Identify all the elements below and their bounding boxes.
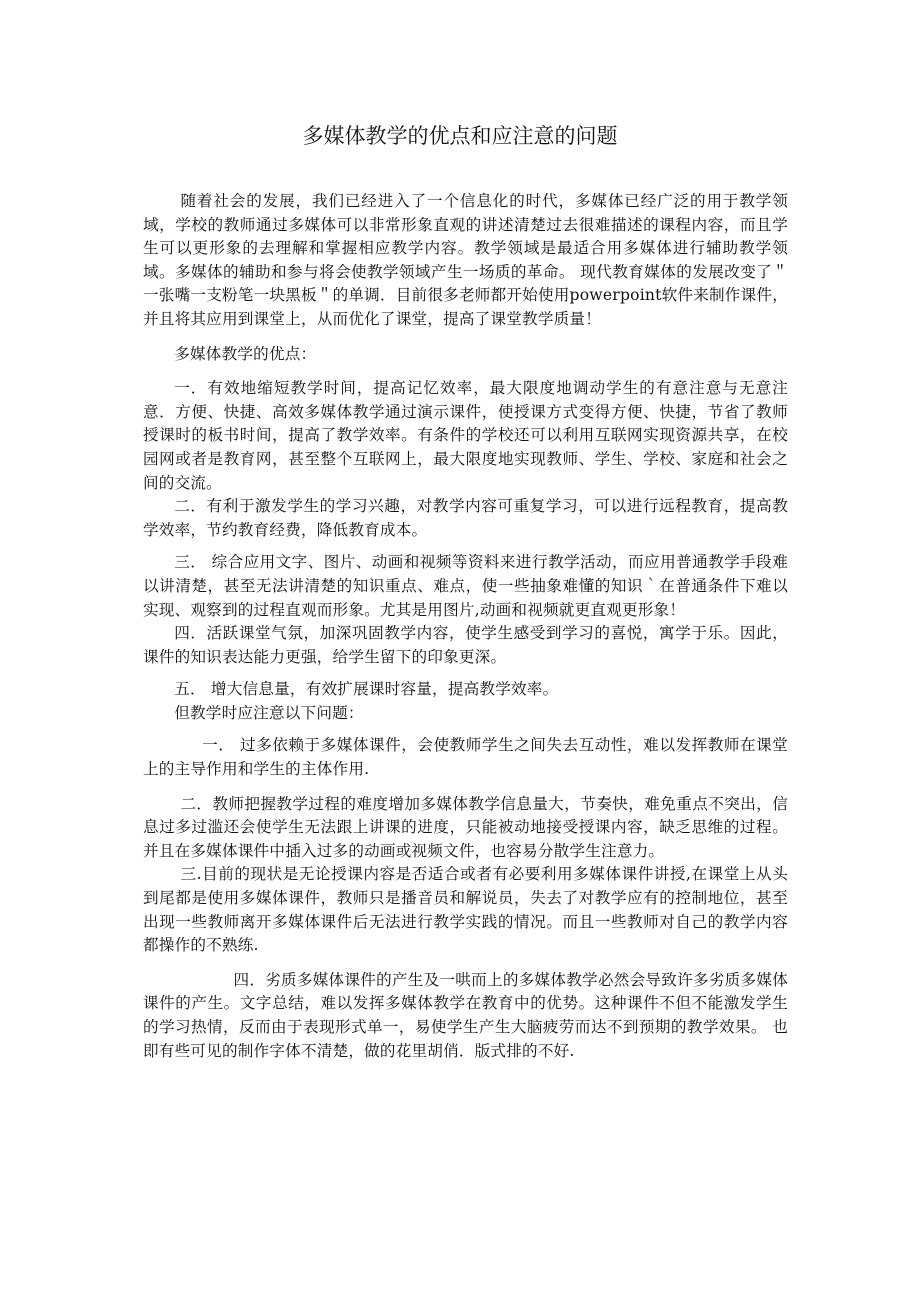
issue-item-4: 四．劣质多媒体课件的产生及一哄而上的多媒体教学必然会导致许多劣质多媒体课件的产生。文字总结，难以发挥多媒体教学在教育中的优势。这种课件不但不能激发学生的学习热情，反而由于表现形式单一，易使学生产生大脑疲劳而达不到预期的教学效果。 也即有些可见的制作字体不清楚，做的花里胡俏．版式排的不好.	[143, 970, 788, 1060]
page-title: 多媒体教学的优点和应注意的问题	[302, 124, 618, 148]
issues-heading: 但教学时应注意以下问题：	[174, 703, 364, 722]
intro-paragraph: 随着社会的发展，我们已经进入了一个信息化的时代，多媒体已经广泛的用于教学领域，学校的教师通过多媒体可以非常形象直观的讲述清楚过去很难描述的课程内容，而且学生可以更形象的去理解和掌握相应教学内容。教学领域是最适合用多媒体进行辅助教学领域。多媒体的辅助和参与将会使教学领域产生一场质的革命。 现代教育媒体的发展改变了＂一张嘴一支粉笔一块黑板＂的单调．目前很多老师都开始使用powerpoint软件来制作课件，并且将其应用到课堂上，从而优化了课堂，提高了课堂教学质量！	[143, 192, 788, 328]
advantage-item-2: 二．有利于激发学生的学习兴趣，对教学内容可重复学习，可以进行远程教育，提高教学效率，节约教育经费，降低教育成本。	[143, 497, 788, 539]
issue-item-3: 三.目前的现状是无论授课内容是否适合或者有必要利用多媒体课件讲授,在课堂上从头到尾都是使用多媒体课件，教师只是播音员和解说员，失去了对教学应有的控制地位，甚至出现一些教师离开多媒体课件后无法进行教学实践的情况。而且一些教师对自己的教学内容都操作的不熟练.	[143, 865, 788, 955]
issue-item-2: 二．教师把握教学过程的难度增加多媒体教学信息量大，节奏快，难免重点不突出，信息过多过滥还会使学生无法跟上讲课的进度，只能被动地接受授课内容，缺乏思维的过程。并且在多媒体课件中插入过多的动画或视频文件，也容易分散学生注意力。	[143, 794, 788, 860]
advantage-item-5: 五． 增大信息量，有效扩展课时容量，提高教学效率。	[174, 680, 559, 699]
advantage-item-1: 一．有效地缩短教学时间，提高记忆效率，最大限度地调动学生的有意注意与无意注意．方便、快捷、高效多媒体教学通过演示课件，使授课方式变得方便、快捷，节省了教师授课时的板书时间，提高了教学效率。有条件的学校还可以利用互联网实现资源共享，在校园网或者是教育网，甚至整个互联网上，最大限度地实现教师、学生、学校、家庭和社会之间的交流。	[143, 379, 788, 492]
advantages-heading: 多媒体教学的优点：	[174, 344, 317, 363]
issue-item-1: 一． 过多依赖于多媒体课件，会使教师学生之间失去互动性，难以发挥教师在课堂上的主导作用和学生的主体作用.	[143, 736, 788, 779]
advantage-item-3: 三． 综合应用文字、图片、动画和视频等资料来进行教学活动，而应用普通教学手段难以讲清楚，甚至无法讲清楚的知识重点、难点，使一些抽象难懂的知识｀在普通条件下难以实现、观察到的过程直观而形象。尤其是用图片,动画和视频就更直观更形象！	[143, 553, 788, 619]
advantage-item-4: 四．活跃课堂气氛，加深巩固教学内容，使学生感受到学习的喜悦，寓学于乐。因此，课件的知识表达能力更强，给学生留下的印象更深。	[143, 624, 788, 666]
document-body	[143, 190, 788, 1063]
